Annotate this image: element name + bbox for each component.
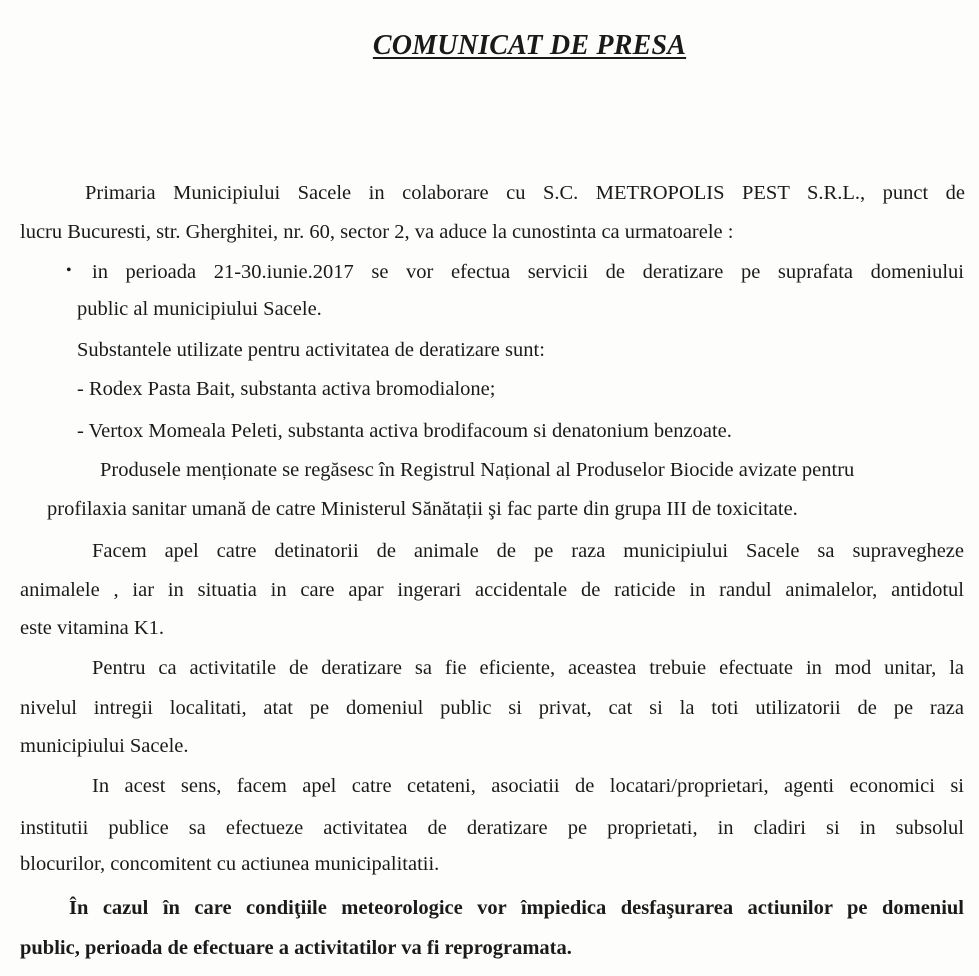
paragraph-5-line-2: institutii publice sa efectueze activitatea de deratizare pe proprietati, in cladiri si in subsolul [20,817,964,839]
paragraph-4-line-1: Pentru ca activitatile de deratizare sa fie eficiente, aceastea trebuie efectuate in mod unitar, la [92,657,964,679]
paragraph-2-line-2: profilaxia sanitar umană de catre Ministerul Sănătații şi fac parte din grupa III de toxicitate. [47,498,798,520]
paragraph-3-line-3: este vitamina K1. [20,617,165,639]
paragraph-6-line-1: În cazul în care condiţiile meteorologice vor împiedica desfaşurarea actiunilor pe domeniul [69,897,964,919]
paragraph-1-line-1: Primaria Municipiului Sacele in colaborare cu S.C. METROPOLIS PEST S.R.L., punct de [85,182,965,204]
paragraph-6-line-2: public, perioada de efectuare a activitatilor va fi reprogramata. [20,937,572,959]
substances-intro: Substantele utilizate pentru activitatea de deratizare sunt: [77,339,545,361]
document-title: COMUNICAT DE PRESA [372,30,687,61]
paragraph-5-line-1: In acest sens, facem apel catre cetateni, asociatii de locatari/proprietari, agenti economici si [92,775,964,797]
bullet-line-2: public al municipiului Sacele. [77,298,322,320]
paragraph-4-line-3: municipiului Sacele. [20,735,189,757]
paragraph-1-line-2: lucru Bucuresti, str. Gherghitei, nr. 60, sector 2, va aduce la cunostinta ca urmatoarele : [20,221,734,243]
paragraph-5-line-3: blocurilor, concomitent cu actiunea municipalitatii. [20,853,440,875]
substance-item-1: - Rodex Pasta Bait, substanta activa bromodialone; [77,378,496,400]
paragraph-2-line-1: Produsele menționate se regăsesc în Registrul Național al Produselor Biocide avizate pentru [100,459,855,481]
paragraph-3-line-1: Facem apel catre detinatorii de animale de pe raza municipiului Sacele sa supravegheze [92,540,964,562]
bullet-line-1: in perioada 21-30.iunie.2017 se vor efectua servicii de deratizare pe suprafata domeniului [92,261,964,283]
bullet-icon: • [66,262,72,279]
paragraph-3-line-2: animalele , iar in situatia in care apar ingerari accidentale de raticide in randul animalelor, antidotul [20,579,964,601]
paragraph-4-line-2: nivelul intregii localitati, atat pe domeniul public si privat, cat si la toti utilizatorii de pe raza [20,697,964,719]
substance-item-2: - Vertox Momeala Peleti, substanta activa brodifacoum si denatonium benzoate. [77,420,732,442]
